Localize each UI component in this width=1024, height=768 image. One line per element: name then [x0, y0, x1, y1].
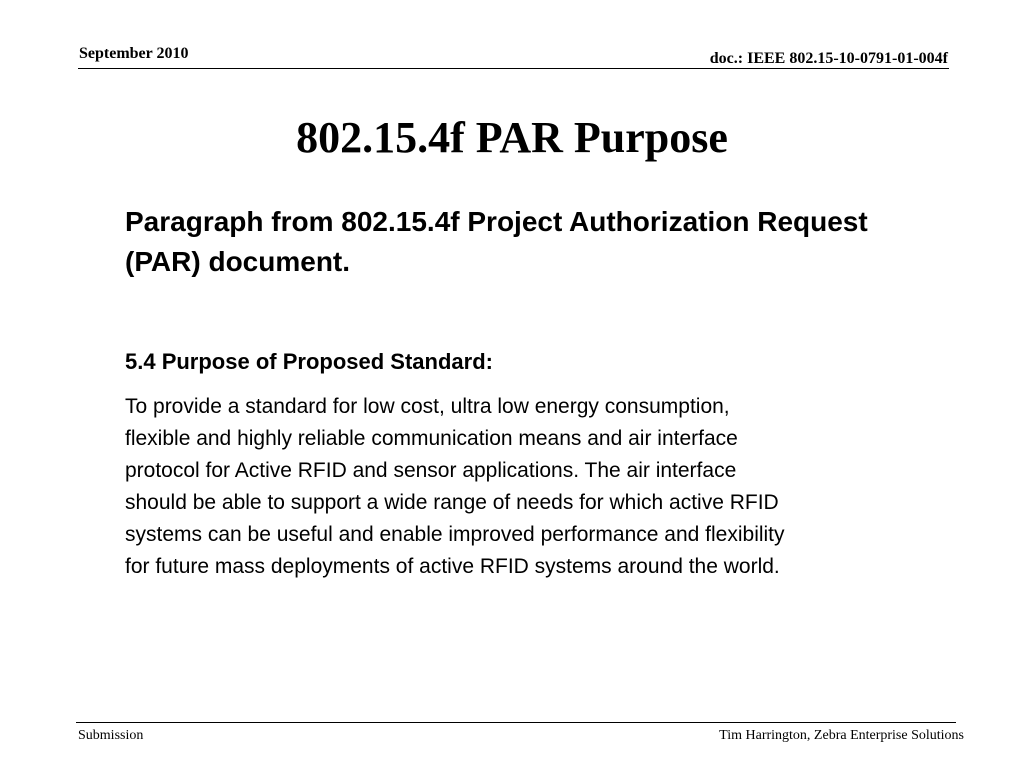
header-date: September 2010 [79, 45, 189, 62]
footer-divider [76, 722, 956, 723]
header-doc-id: doc.: IEEE 802.15-10-0791-01-004f [709, 50, 948, 67]
header-divider [78, 68, 949, 69]
footer-author: Tim Harrington, Zebra Enterprise Solutions [719, 728, 964, 743]
slide-content [125, 202, 940, 583]
purpose-line: flexible and highly reliable communication means and air interface [125, 427, 738, 450]
section-heading: 5.4 Purpose of Proposed Standard: [125, 349, 493, 374]
lead-paragraph: Paragraph from 802.15.4f Project Authorization Request (PAR) document. [125, 206, 868, 277]
purpose-line: To provide a standard for low cost, ultra low energy consumption, [125, 395, 730, 418]
purpose-line: protocol for Active RFID and sensor applications. The air interface [125, 459, 737, 482]
footer-submission: Submission [78, 728, 144, 743]
slide-title: 802.15.4f PAR Purpose [296, 113, 728, 162]
purpose-line: should be able to support a wide range of needs for which active RFID [125, 491, 779, 514]
purpose-line: systems can be useful and enable improved performance and flexibility [125, 523, 785, 546]
purpose-line: for future mass deployments of active RFID systems around the world. [125, 555, 780, 578]
purpose-paragraph [125, 391, 940, 583]
